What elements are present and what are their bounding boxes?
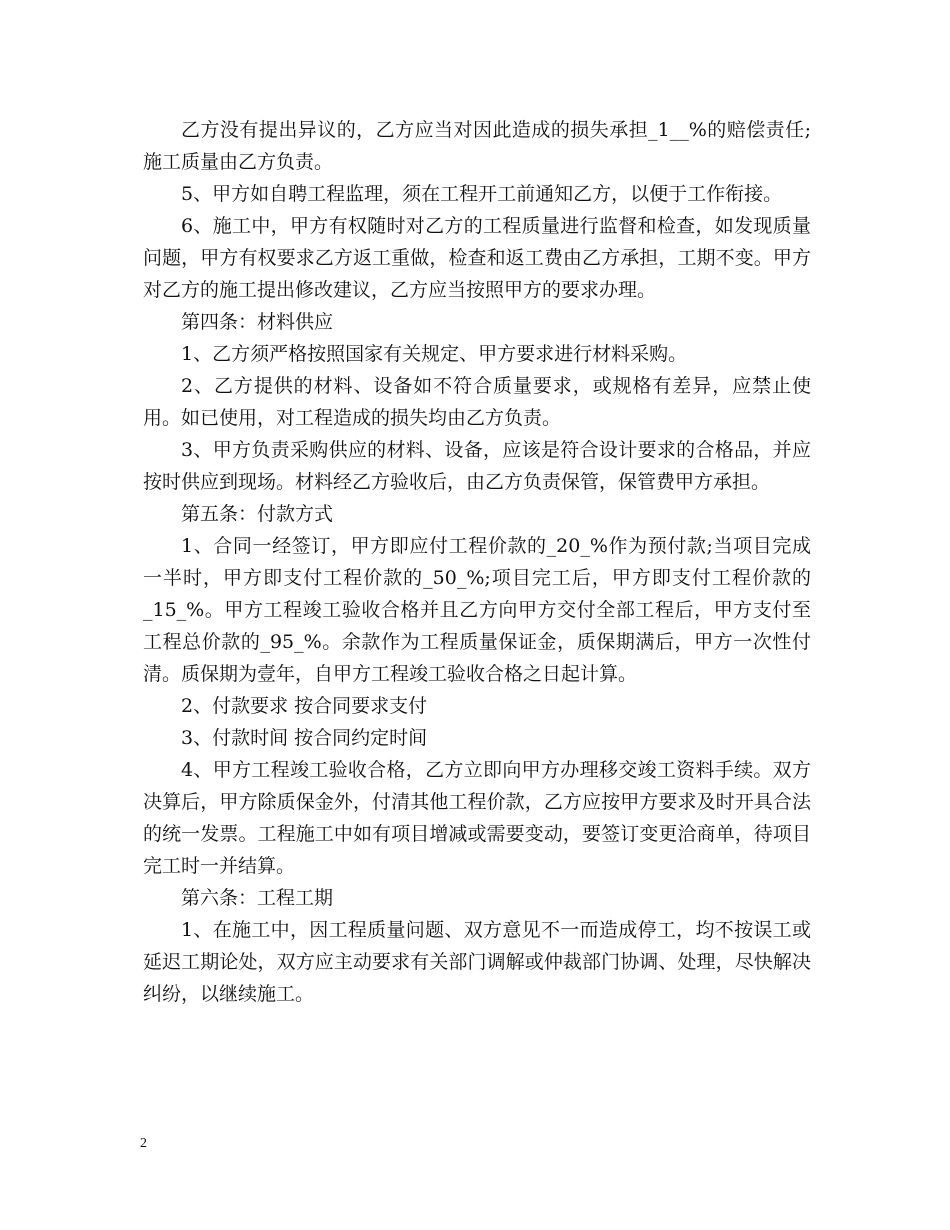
paragraph: 2、付款要求 按合同要求支付 xyxy=(181,695,428,717)
paragraph: 1、在施工中，因工程质量问题、双方意见不一而造成停工，均不按误工或延迟工期论处，双方应主动要求有关部门调解或仲裁部门协调、处理，尽快解决纠纷，以继续施工。 xyxy=(143,919,811,1005)
document-body xyxy=(143,114,811,1010)
section-heading: 第五条：付款方式 xyxy=(181,503,334,525)
section-heading: 第四条：材料供应 xyxy=(181,311,334,333)
page-number: 2 xyxy=(140,1136,147,1151)
paragraph: 乙方没有提出异议的，乙方应当对因此造成的损失承担_1__%的赔偿责任;施工质量由乙方负责。 xyxy=(143,119,811,173)
paragraph: 6、施工中，甲方有权随时对乙方的工程质量进行监督和检查，如发现质量问题，甲方有权要求乙方返工重做，检查和返工费由乙方承担，工期不变。甲方对乙方的施工提出修改建议，乙方应当按照甲方的要求办理。 xyxy=(143,215,811,301)
paragraph: 1、合同一经签订，甲方即应付工程价款的_20_%作为预付款;当项目完成一半时，甲方即支付工程价款的_50_%;项目完工后，甲方即支付工程价款的_15_%。甲方工程竣工验收合格并且乙方向甲方交付全部工程后，甲方支付至工程总价款的_95_%。余款作为工程质量保证金，质保期满后，甲方一次性付清。质保期为壹年，自甲方工程竣工验收合格之日起计算。 xyxy=(143,535,811,685)
paragraph: 3、甲方负责采购供应的材料、设备，应该是符合设计要求的合格品，并应按时供应到现场。材料经乙方验收后，由乙方负责保管，保管费甲方承担。 xyxy=(143,439,811,493)
paragraph: 3、付款时间 按合同约定时间 xyxy=(181,727,428,749)
paragraph: 2、乙方提供的材料、设备如不符合质量要求，或规格有差异，应禁止使用。如已使用，对工程造成的损失均由乙方负责。 xyxy=(143,375,811,429)
paragraph: 1、乙方须严格按照国家有关规定、甲方要求进行材料采购。 xyxy=(181,343,688,365)
paragraph: 5、甲方如自聘工程监理，须在工程开工前通知乙方，以便于工作衔接。 xyxy=(181,183,783,205)
paragraph: 4、甲方工程竣工验收合格，乙方立即向甲方办理移交竣工资料手续。双方决算后，甲方除质保金外，付清其他工程价款，乙方应按甲方要求及时开具合法的统一发票。工程施工中如有项目增减或需要变动，要签订变更洽商单，待项目完工时一并结算。 xyxy=(143,759,811,877)
section-heading: 第六条：工程工期 xyxy=(181,887,334,909)
